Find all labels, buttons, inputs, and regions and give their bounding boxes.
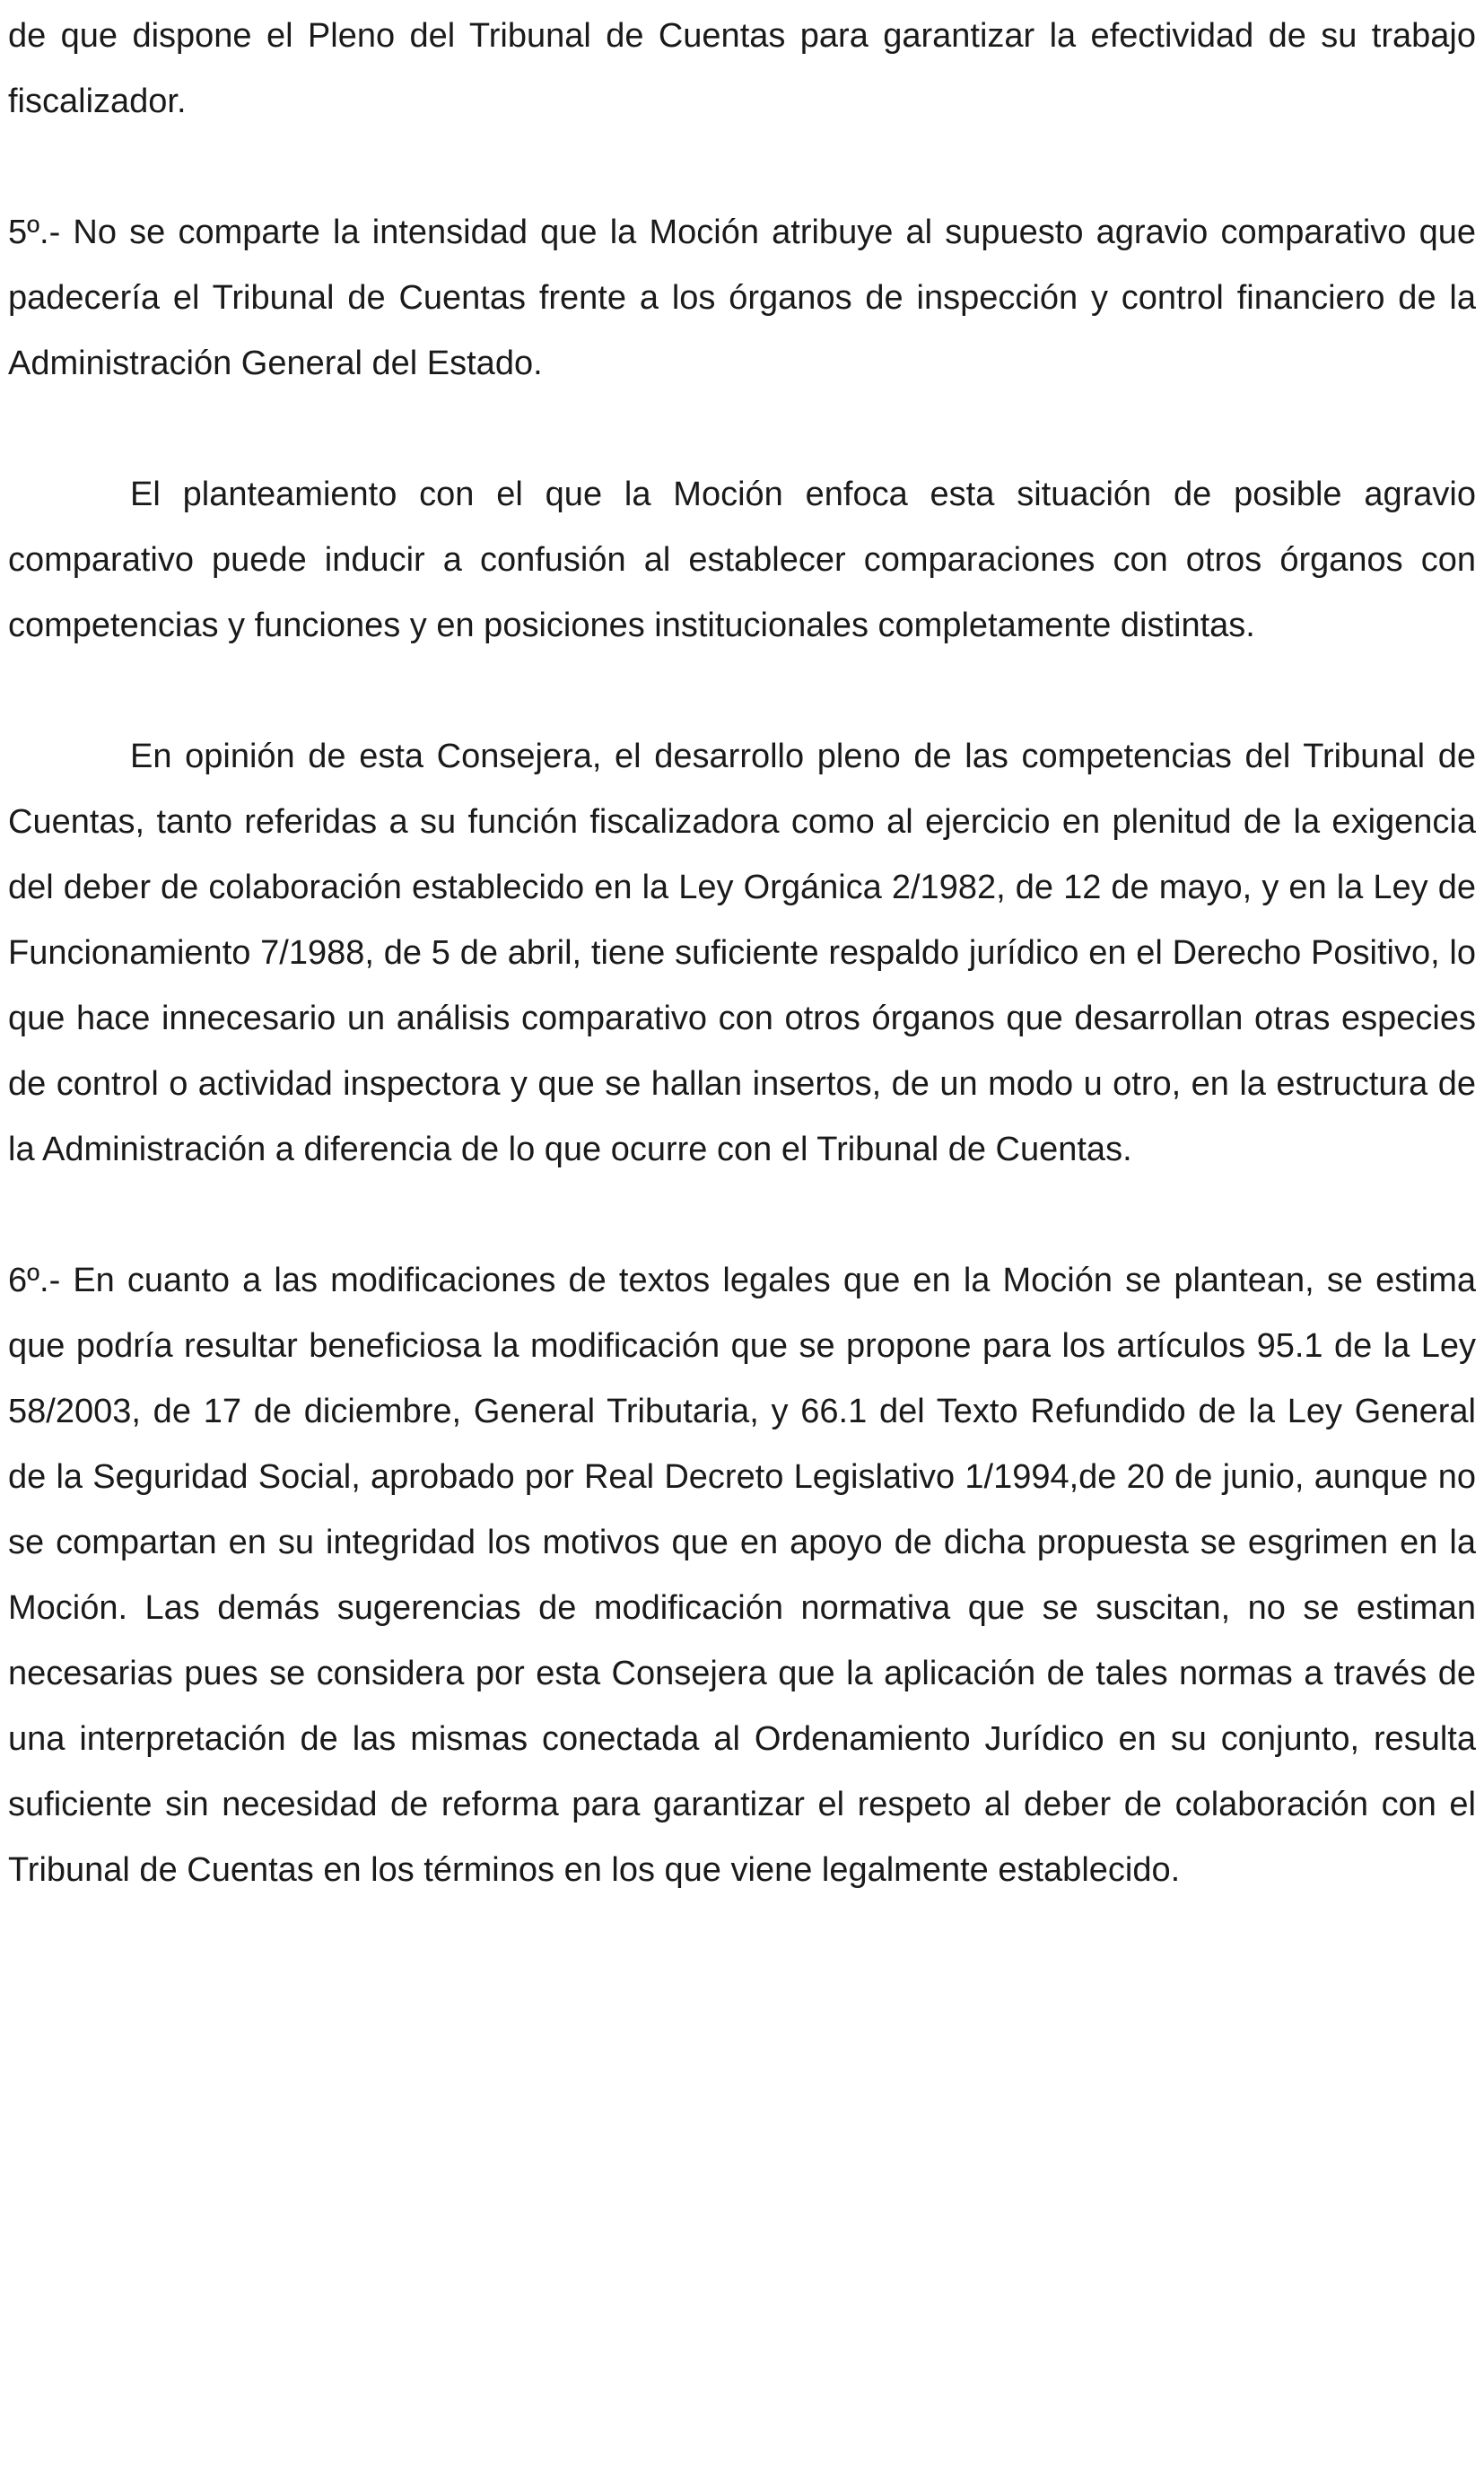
paragraph-opinion: En opinión de esta Consejera, el desarrollo pleno de las competencias del Tribunal de Cuentas, tanto referidas a su función fiscalizadora como al ejercicio en plenitud de la exigencia del deber de colaboración establecido en la Ley Orgánica 2/1982, de 12 de mayo, y en la Ley de Funcionamiento 7/1988, de 5 de abril, tiene suficiente respaldo jurídico en el Derecho Positivo, lo que hace innecesario un análisis comparativo con otros órganos que desarrollan otras especies de control o actividad inspectora y que se hallan insertos, de un modo u otro, en la estructura de la Administración a diferencia de lo que ocurre con el Tribunal de Cuentas.: [8, 738, 1476, 1168]
paragraph-continuation: de que dispone el Pleno del Tribunal de Cuentas para garantizar la efectividad de su trabajo fiscalizador.: [8, 17, 1476, 120]
paragraph-point-6: 6º.- En cuanto a las modificaciones de textos legales que en la Moción se plantean, se estima que podría resultar beneficiosa la modificación que se propone para los artículos 95.1 de la Ley 58/2003, de 17 de diciembre, General Tributaria, y 66.1 del Texto Refundido de la Ley General de la Seguridad Social, aprobado por Real Decreto Legislativo 1/1994,de 20 de junio, aunque no se compartan en su integridad los motivos que en apoyo de dicha propuesta se esgrimen en la Moción. Las demás sugerencias de modificación normativa que se suscitan, no se estiman necesarias pues se considera por esta Consejera que la aplicación de tales normas a través de una interpretación de las mismas conectada al Ordenamiento Jurídico en su conjunto, resulta suficiente sin necesidad de reforma para garantizar el respeto al deber de colaboración con el Tribunal de Cuentas en los términos en los que viene legalmente establecido.: [8, 1262, 1476, 1889]
paragraph-planteamiento: El planteamiento con el que la Moción enfoca esta situación de posible agravio comparativo puede inducir a confusión al establecer comparaciones con otros órganos con competencias y funciones y en posiciones institucionales completamente distintas.: [8, 476, 1476, 644]
paragraph-point-5: 5º.- No se comparte la intensidad que la Moción atribuye al supuesto agravio comparativo que padecería el Tribunal de Cuentas frente a los órganos de inspección y control financiero de la Administración General del Estado.: [8, 214, 1476, 382]
document-body: [8, 4, 1476, 1969]
